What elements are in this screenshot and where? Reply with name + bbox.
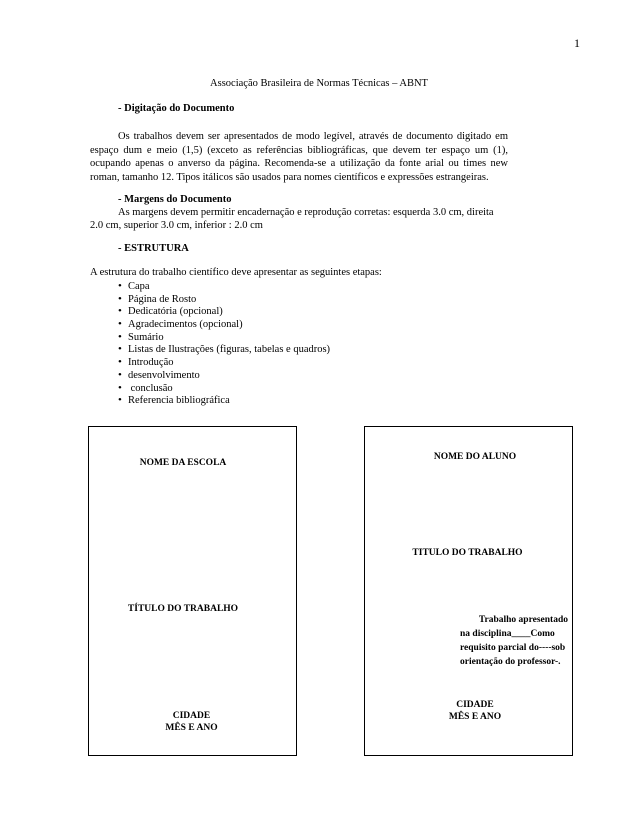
list-item: • Agradecimentos (opcional) [118, 318, 330, 331]
list-item: • Sumário [118, 331, 330, 344]
section-title-digitacao: - Digitação do Documento [118, 103, 235, 114]
cover-date: MÊS E ANO [165, 723, 218, 733]
title-page-note-line4: orientação do professor-. [460, 657, 561, 667]
list-item: • Página de Rosto [118, 293, 330, 306]
list-item: • Referencia bibliográfica [118, 394, 330, 407]
document-header: Associação Brasileira de Normas Técnicas – ABNT [210, 78, 428, 89]
title-page-note-line3: requisito parcial do----sob [460, 643, 566, 653]
page-number: 1 [574, 36, 580, 50]
cover-page-box [88, 426, 297, 756]
title-page-city: CIDADE [456, 700, 494, 710]
paragraph-margens-line2: 2.0 cm, superior 3.0 cm, inferior : 2.0 cm [90, 220, 263, 231]
estrutura-list [118, 280, 330, 407]
title-page-note-line1: Trabalho apresentado [478, 615, 568, 625]
cover-school-name: NOME DA ESCOLA [139, 458, 227, 468]
list-item: • Introdução [118, 356, 330, 369]
section-title-margens: - Margens do Documento [118, 194, 232, 205]
estrutura-intro: A estrutura do trabalho científico deve apresentar as seguintes etapas: [90, 267, 382, 278]
list-item: • desenvolvimento [118, 369, 330, 382]
paragraph-digitacao: Os trabalhos devem ser apresentados de modo legível, através de documento digitado em espaço dum e meio (1,5) (exceto as referências bibliográficas, que devem ter espaço um (1), ocupando apenas o anverso da página. Recomenda-se a utilização da fonte arial ou times new roman, tamanho 12. Tipos itálicos são usados para nomes científicos e expressões estrangeiras. [90, 131, 508, 183]
cover-city: CIDADE [172, 711, 211, 721]
paragraph-margens-line1: As margens devem permitir encadernação e reprodução corretas: esquerda 3.0 cm, direita [118, 207, 494, 218]
title-page-note-line2: na disciplina____Como [460, 629, 555, 639]
title-page-title: TITULO DO TRABALHO [412, 548, 523, 558]
section-title-estrutura: - ESTRUTURA [118, 243, 189, 254]
list-item: • Capa [118, 280, 330, 293]
title-page-student-name: NOME DO ALUNO [433, 452, 517, 462]
list-item: • Listas de Ilustrações (figuras, tabelas e quadros) [118, 343, 330, 356]
list-item: • conclusão [118, 382, 330, 395]
cover-title: TÍTULO DO TRABALHO [127, 604, 239, 614]
list-item: • Dedicatória (opcional) [118, 305, 330, 318]
title-page-date: MÊS E ANO [448, 712, 502, 722]
